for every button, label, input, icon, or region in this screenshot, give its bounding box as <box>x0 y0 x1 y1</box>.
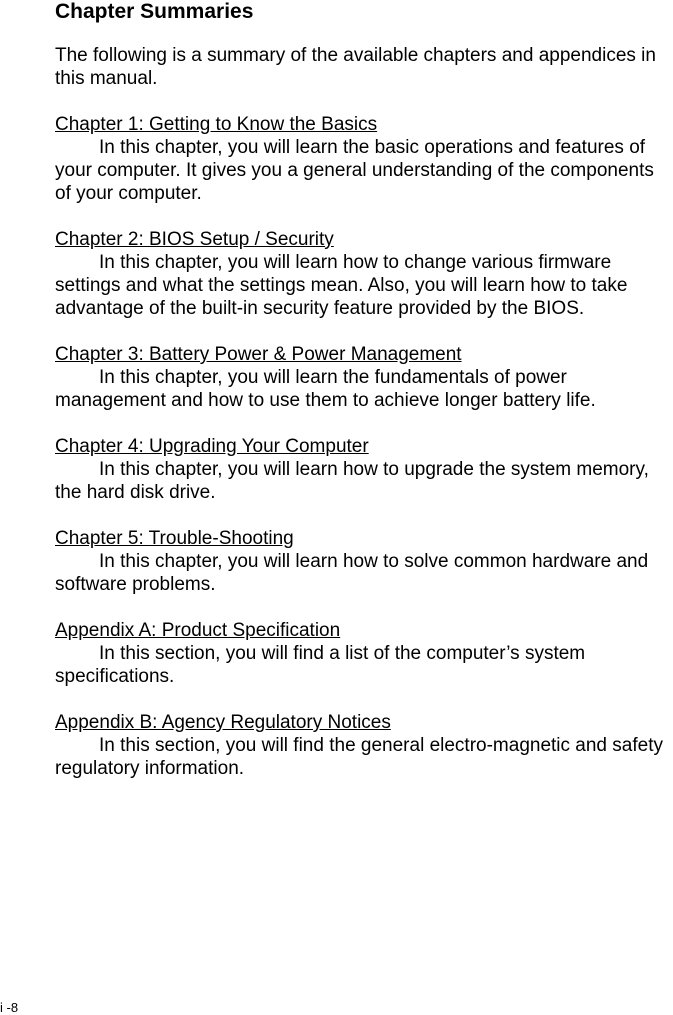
section-chapter-2 <box>55 228 673 320</box>
section-body: In this section, you will find the general electro-magnetic and safety regulatory information. <box>55 735 663 779</box>
document-page <box>55 0 673 780</box>
section-body: In this chapter, you will learn how to solve common hardware and software problems. <box>55 551 649 595</box>
section-body: In this chapter, you will learn how to upgrade the system memory, the hard disk drive. <box>55 459 649 503</box>
intro-paragraph: The following is a summary of the available chapters and appendices in this manual. <box>55 45 656 89</box>
section-heading: Chapter 2: BIOS Setup / Security <box>55 229 334 250</box>
section-heading: Chapter 4: Upgrading Your Computer <box>55 436 369 457</box>
section-body: In this chapter, you will learn how to change various firmware settings and what the settings mean. Also, you will learn how to take advantage of the built-in security feature provided by the BIOS. <box>55 252 628 319</box>
section-appendix-a <box>55 619 673 688</box>
section-appendix-b <box>55 711 673 780</box>
page-title: Chapter Summaries <box>55 0 254 23</box>
section-chapter-1 <box>55 113 673 205</box>
section-heading: Chapter 3: Battery Power & Power Management <box>55 344 462 365</box>
section-chapter-3 <box>55 343 673 412</box>
section-heading: Chapter 5: Trouble-Shooting <box>55 528 294 549</box>
section-heading: Appendix A: Product Specification <box>55 620 341 641</box>
section-body: In this chapter, you will learn the fundamentals of power management and how to use them to achieve longer battery life. <box>55 367 596 411</box>
section-heading: Appendix B: Agency Regulatory Notices <box>55 712 391 733</box>
section-chapter-4 <box>55 435 673 504</box>
section-body: In this chapter, you will learn the basic operations and features of your computer. It gives you a general understanding of the components of your computer. <box>55 137 654 204</box>
section-heading: Chapter 1: Getting to Know the Basics <box>55 114 378 135</box>
page-number: i -8 <box>0 1000 19 1015</box>
section-chapter-5 <box>55 527 673 596</box>
section-body: In this section, you will find a list of the computer’s system specifications. <box>55 643 586 687</box>
